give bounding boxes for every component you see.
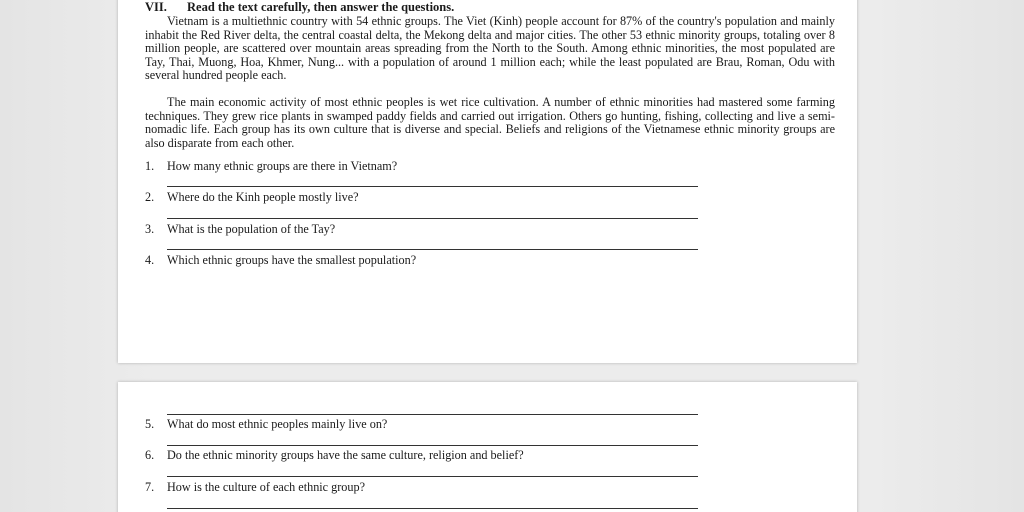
- answer-line[interactable]: [167, 476, 698, 477]
- question-text: Do the ethnic minority groups have the same culture, religion and belief?: [167, 448, 524, 462]
- document-page: [118, 0, 857, 363]
- question-number: 2.: [145, 190, 155, 204]
- question-number: 4.: [145, 253, 155, 267]
- question-number: 3.: [145, 222, 155, 236]
- question-text: What is the population of the Tay?: [167, 222, 336, 236]
- section-instruction: Read the text carefully, then answer the questions.: [187, 0, 455, 14]
- question-item: [145, 222, 335, 237]
- section-number: VII.: [145, 0, 167, 14]
- answer-line[interactable]: [167, 186, 698, 187]
- answer-line[interactable]: [167, 508, 698, 509]
- question-item: [145, 448, 524, 463]
- question-number: 7.: [145, 480, 155, 494]
- answer-line[interactable]: [167, 218, 698, 219]
- section-heading: [145, 0, 454, 15]
- reading-paragraph: The main economic activity of most ethnic peoples is wet rice cultivation. A number of ethnic minorities had mastered some farming techniques. They grew rice plants in swamped paddy fields and carried out irrigation. Others go hunting, fishing, collecting and live a semi-nomadic life. Each group has its own culture that is diverse and special. Beliefs and religions of the Vietnamese ethnic minority groups are also disparate from each other.: [145, 95, 835, 150]
- question-number: 5.: [145, 417, 155, 431]
- document-page: [118, 382, 857, 512]
- question-text: Which ethnic groups have the smallest population?: [167, 253, 417, 267]
- question-text: How is the culture of each ethnic group?: [167, 480, 365, 494]
- question-number: 1.: [145, 159, 155, 173]
- question-number: 6.: [145, 448, 155, 462]
- answer-line[interactable]: [167, 414, 698, 415]
- question-text: What do most ethnic peoples mainly live on?: [167, 417, 388, 431]
- question-text: How many ethnic groups are there in Vietnam?: [167, 159, 398, 173]
- question-item: [145, 480, 365, 495]
- question-item: [145, 190, 359, 205]
- answer-line[interactable]: [167, 249, 698, 250]
- question-item: [145, 417, 387, 432]
- answer-line[interactable]: [167, 445, 698, 446]
- question-text: Where do the Kinh people mostly live?: [167, 190, 359, 204]
- question-item: [145, 253, 416, 268]
- question-item: [145, 159, 397, 174]
- reading-paragraph: Vietnam is a multiethnic country with 54 ethnic groups. The Viet (Kinh) people account for 87% of the country's population and mainly inhabit the Red River delta, the central coastal delta, the Mekong delta and major cities. The other 53 ethnic minority groups, totaling over 8 million people, are scattered over mountain areas spreading from the North to the South. Among ethnic minorities, the most populated are Tay, Thai, Muong, Hoa, Khmer, Nung... with a population of around 1 million each; while the least populated are Brau, Roman, Odu with several hundred people each.: [145, 14, 835, 83]
